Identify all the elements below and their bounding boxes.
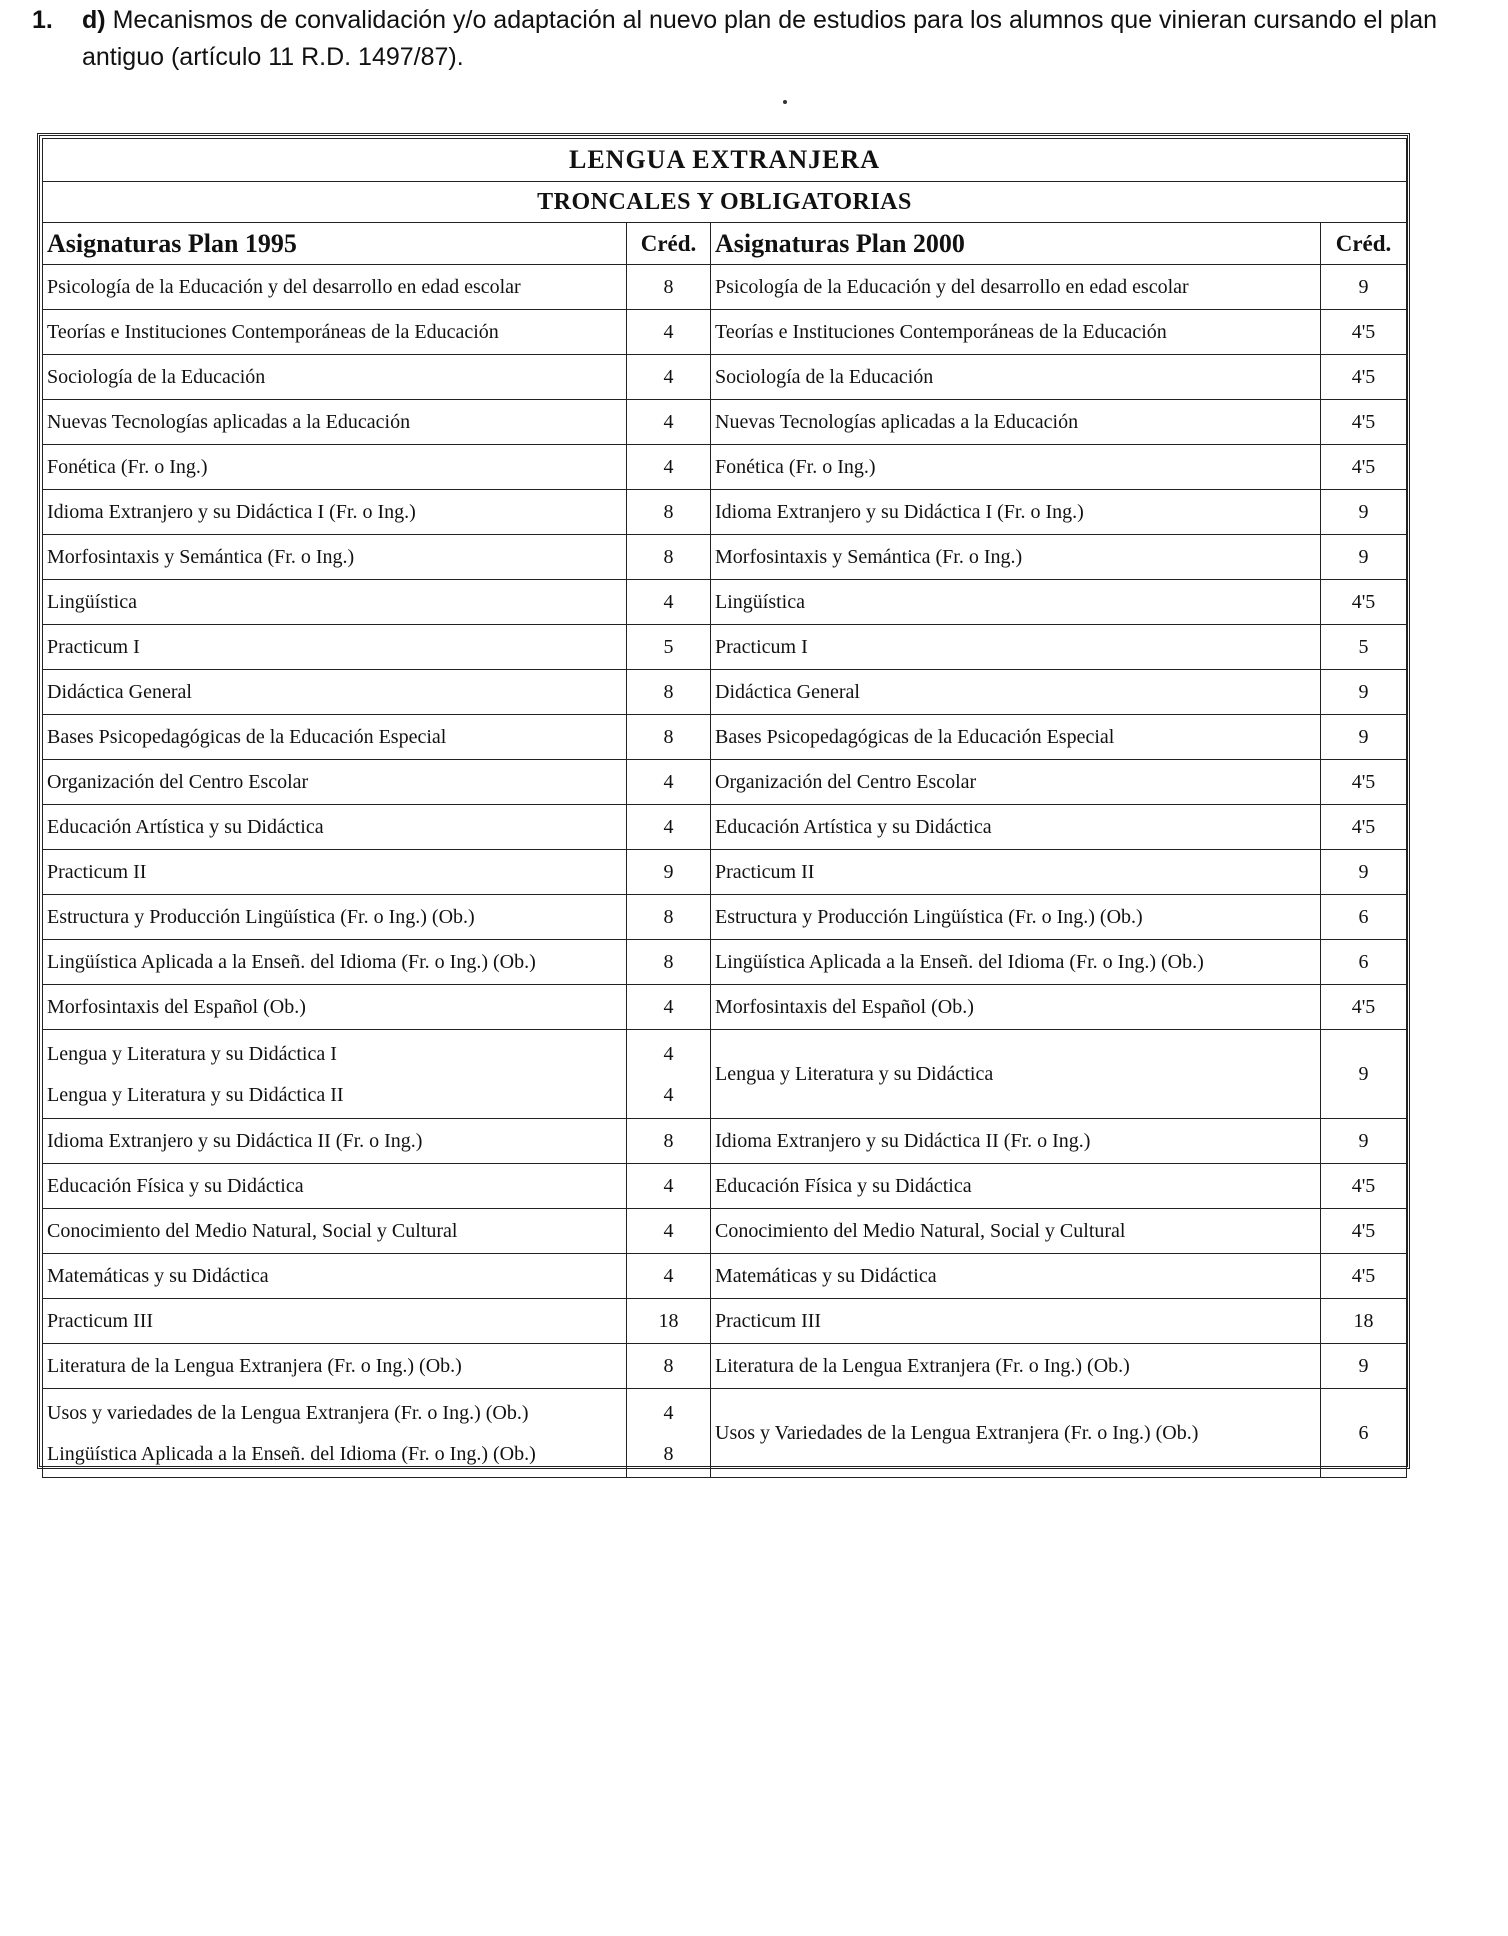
convalidation-table: [42, 138, 1407, 1478]
new-subject-cell: [711, 625, 1321, 670]
section-label: d): [82, 6, 106, 34]
new-credits: 6: [1358, 951, 1369, 973]
table-title: LENGUA EXTRANJERA: [43, 139, 1407, 182]
old-credits: 4: [663, 1083, 674, 1106]
old-subject-cell: [43, 265, 627, 310]
old-credits-cell: [627, 1119, 711, 1164]
old-subject: Practicum I: [47, 636, 140, 658]
old-subject: Psicología de la Educación y del desarrollo en edad escolar: [47, 276, 521, 298]
new-credits-cell: [1321, 1254, 1407, 1299]
old-subject-cell: [43, 1299, 627, 1344]
table-row: [43, 805, 1407, 850]
old-credits: 4: [663, 1220, 674, 1242]
old-credits: 4: [663, 771, 674, 793]
new-subject: Estructura y Producción Lingüística (Fr. o Ing.) (Ob.): [715, 906, 1143, 928]
new-subject-cell: [711, 490, 1321, 535]
old-subject-cell: [43, 1389, 627, 1478]
new-credits: 18: [1353, 1310, 1374, 1332]
old-subject-cell: [43, 760, 627, 805]
new-subject-cell: [711, 580, 1321, 625]
new-credits-cell: [1321, 400, 1407, 445]
new-subject-cell: [711, 1299, 1321, 1344]
old-credits-cell: [627, 580, 711, 625]
old-credits-cell: [627, 490, 711, 535]
table-row: [43, 310, 1407, 355]
new-subject-cell: [711, 265, 1321, 310]
table-row: [43, 1389, 1407, 1478]
table-row: [43, 535, 1407, 580]
new-subject-cell: [711, 985, 1321, 1030]
new-credits: 4'5: [1351, 411, 1376, 433]
new-credits: 9: [1358, 681, 1369, 703]
new-credits-cell: [1321, 490, 1407, 535]
table-row: [43, 355, 1407, 400]
old-subject: Bases Psicopedagógicas de la Educación Especial: [47, 726, 447, 748]
new-subject-cell: [711, 805, 1321, 850]
table-row: [43, 1119, 1407, 1164]
new-subject: Fonética (Fr. o Ing.): [715, 456, 876, 478]
section-body: Mecanismos de convalidación y/o adaptación al nuevo plan de estudios para los alumnos que vinieran cursando el plan antiguo (artículo 11 R.D. 1497/87).: [82, 6, 1438, 71]
new-subject-cell: [711, 850, 1321, 895]
table-row: [43, 985, 1407, 1030]
old-credits-cell: [627, 1299, 711, 1344]
table-row: [43, 265, 1407, 310]
new-subject: Morfosintaxis y Semántica (Fr. o Ing.): [715, 546, 1023, 568]
table-row: [43, 1254, 1407, 1299]
old-credits: 8: [663, 726, 674, 748]
new-subject: Morfosintaxis del Español (Ob.): [715, 996, 974, 1018]
table-row: [43, 670, 1407, 715]
new-credits-cell: [1321, 895, 1407, 940]
new-credits: 4'5: [1351, 996, 1376, 1018]
new-subject: Psicología de la Educación y del desarrollo en edad escolar: [715, 276, 1189, 298]
old-subject-cell: [43, 850, 627, 895]
old-subject: Morfosintaxis y Semántica (Fr. o Ing.): [47, 546, 355, 568]
table-row: [43, 1344, 1407, 1389]
new-credits: 4'5: [1351, 816, 1376, 838]
new-credits: 9: [1358, 501, 1369, 523]
header-new-credits: Créd.: [1321, 223, 1407, 265]
new-subject: Literatura de la Lengua Extranjera (Fr. o Ing.) (Ob.): [715, 1355, 1130, 1377]
new-subject-cell: [711, 895, 1321, 940]
new-credits-cell: [1321, 1389, 1407, 1478]
table-row: [43, 760, 1407, 805]
new-credits-cell: [1321, 1209, 1407, 1254]
new-subject-cell: [711, 1389, 1321, 1478]
new-credits-cell: [1321, 670, 1407, 715]
old-subject-cell: [43, 1254, 627, 1299]
new-credits: 4'5: [1351, 321, 1376, 343]
new-credits-cell: [1321, 715, 1407, 760]
old-subject: Literatura de la Lengua Extranjera (Fr. o Ing.) (Ob.): [47, 1355, 462, 1377]
old-credits: 18: [658, 1310, 679, 1332]
old-subject: Lingüística: [47, 591, 137, 613]
new-subject: Matemáticas y su Didáctica: [715, 1265, 937, 1287]
old-subject: Lingüística Aplicada a la Enseñ. del Idioma (Fr. o Ing.) (Ob.): [47, 1442, 536, 1465]
new-subject: Practicum III: [715, 1310, 822, 1332]
old-credits-cell: [627, 535, 711, 580]
new-subject-cell: [711, 1119, 1321, 1164]
old-subject-cell: [43, 715, 627, 760]
new-subject: Practicum I: [715, 636, 808, 658]
new-credits: 6: [1358, 906, 1369, 928]
old-credits: 8: [663, 501, 674, 523]
old-credits-cell: [627, 1389, 711, 1478]
old-credits-cell: [627, 670, 711, 715]
old-credits-cell: [627, 1254, 711, 1299]
new-credits: 9: [1358, 276, 1369, 298]
old-credits-cell: [627, 445, 711, 490]
old-credits-cell: [627, 400, 711, 445]
new-subject: Usos y Variedades de la Lengua Extranjera (Fr. o Ing.) (Ob.): [715, 1422, 1199, 1444]
new-subject-cell: [711, 310, 1321, 355]
section-number: 1.: [32, 6, 53, 34]
old-subject-cell: [43, 535, 627, 580]
table-row: [43, 1299, 1407, 1344]
old-credits-cell: [627, 1164, 711, 1209]
old-subject: Didáctica General: [47, 681, 192, 703]
old-subject-cell: [43, 490, 627, 535]
old-subject: Conocimiento del Medio Natural, Social y Cultural: [47, 1220, 458, 1242]
old-credits: 4: [663, 816, 674, 838]
old-subject: Practicum II: [47, 861, 147, 883]
new-subject-cell: [711, 355, 1321, 400]
new-subject-cell: [711, 670, 1321, 715]
new-credits: 9: [1358, 1063, 1369, 1085]
old-subject-cell: [43, 1209, 627, 1254]
old-credits-cell: [627, 805, 711, 850]
new-credits-cell: [1321, 1030, 1407, 1119]
table-row: [43, 400, 1407, 445]
old-credits: 8: [663, 1130, 674, 1152]
section-heading: [32, 2, 1482, 76]
new-subject-cell: [711, 1030, 1321, 1119]
new-subject: Lingüística Aplicada a la Enseñ. del Idioma (Fr. o Ing.) (Ob.): [715, 951, 1204, 973]
old-credits: 9: [663, 861, 674, 883]
scan-speck: [783, 100, 787, 104]
old-subject-cell: [43, 1119, 627, 1164]
new-credits-cell: [1321, 265, 1407, 310]
table-row: [43, 715, 1407, 760]
new-credits: 5: [1358, 636, 1369, 658]
new-credits-cell: [1321, 580, 1407, 625]
old-credits-cell: [627, 1030, 711, 1119]
table-subtitle: TRONCALES Y OBLIGATORIAS: [43, 182, 1407, 223]
table-row: [43, 1209, 1407, 1254]
old-credits-cell: [627, 895, 711, 940]
old-credits-cell: [627, 310, 711, 355]
old-subject: Matemáticas y su Didáctica: [47, 1265, 269, 1287]
old-subject: Lengua y Literatura y su Didáctica I: [47, 1042, 337, 1065]
new-subject-cell: [711, 1209, 1321, 1254]
new-credits: 9: [1358, 1130, 1369, 1152]
old-credits: 4: [663, 366, 674, 388]
new-subject-cell: [711, 1164, 1321, 1209]
new-subject: Lengua y Literatura y su Didáctica: [715, 1063, 994, 1085]
new-subject: Idioma Extranjero y su Didáctica I (Fr. o Ing.): [715, 501, 1084, 523]
new-subject: Educación Física y su Didáctica: [715, 1175, 972, 1197]
new-subject-cell: [711, 760, 1321, 805]
old-subject-cell: [43, 355, 627, 400]
header-old-plan: Asignaturas Plan 1995: [43, 223, 627, 265]
old-credits-cell: [627, 760, 711, 805]
old-credits: 4: [663, 996, 674, 1018]
new-credits: 4'5: [1351, 591, 1376, 613]
old-subject-cell: [43, 805, 627, 850]
old-subject: Nuevas Tecnologías aplicadas a la Educación: [47, 411, 411, 433]
new-subject: Sociología de la Educación: [715, 366, 934, 388]
new-subject: Bases Psicopedagógicas de la Educación Especial: [715, 726, 1115, 748]
new-credits-cell: [1321, 355, 1407, 400]
old-subject-cell: [43, 445, 627, 490]
old-subject-cell: [43, 1164, 627, 1209]
old-subject-cell: [43, 1030, 627, 1119]
table-row: [43, 895, 1407, 940]
new-credits-cell: [1321, 1164, 1407, 1209]
new-subject-cell: [711, 400, 1321, 445]
table-row: [43, 445, 1407, 490]
new-subject: Idioma Extranjero y su Didáctica II (Fr. o Ing.): [715, 1130, 1091, 1152]
table-body: [43, 265, 1407, 1478]
new-subject: Didáctica General: [715, 681, 860, 703]
new-subject: Practicum II: [715, 861, 815, 883]
old-subject: Estructura y Producción Lingüística (Fr. o Ing.) (Ob.): [47, 906, 475, 928]
section-text: [82, 2, 1482, 76]
old-subject-cell: [43, 670, 627, 715]
new-subject: Educación Artística y su Didáctica: [715, 816, 992, 838]
new-subject-cell: [711, 1344, 1321, 1389]
new-credits-cell: [1321, 445, 1407, 490]
old-credits: 5: [663, 636, 674, 658]
old-subject: Practicum III: [47, 1310, 154, 1332]
new-credits-cell: [1321, 940, 1407, 985]
new-credits-cell: [1321, 1344, 1407, 1389]
old-credits: 4: [663, 1175, 674, 1197]
old-credits: 4: [663, 321, 674, 343]
new-credits-cell: [1321, 1299, 1407, 1344]
old-subject: Teorías e Instituciones Contemporáneas de la Educación: [47, 321, 499, 343]
old-subject: Organización del Centro Escolar: [47, 771, 309, 793]
new-credits: 4'5: [1351, 771, 1376, 793]
old-credits: 8: [663, 1355, 674, 1377]
new-credits-cell: [1321, 625, 1407, 670]
old-subject: Idioma Extranjero y su Didáctica II (Fr. o Ing.): [47, 1130, 423, 1152]
new-credits-cell: [1321, 310, 1407, 355]
new-credits-cell: [1321, 805, 1407, 850]
new-credits-cell: [1321, 760, 1407, 805]
new-credits: 9: [1358, 861, 1369, 883]
new-subject: Nuevas Tecnologías aplicadas a la Educación: [715, 411, 1079, 433]
old-credits-cell: [627, 940, 711, 985]
new-subject-cell: [711, 1254, 1321, 1299]
table-row: [43, 1030, 1407, 1119]
old-subject: Idioma Extranjero y su Didáctica I (Fr. o Ing.): [47, 501, 416, 523]
old-credits: 8: [663, 951, 674, 973]
old-credits: 4: [663, 591, 674, 613]
old-subject-cell: [43, 895, 627, 940]
header-old-credits: Créd.: [627, 223, 711, 265]
old-credits-cell: [627, 715, 711, 760]
old-credits: 8: [663, 681, 674, 703]
old-credits: 8: [663, 906, 674, 928]
new-credits: 4'5: [1351, 1265, 1376, 1287]
old-subject: Lengua y Literatura y su Didáctica II: [47, 1083, 344, 1106]
table-row: [43, 1164, 1407, 1209]
new-credits: 6: [1358, 1422, 1369, 1444]
old-credits: 4: [663, 1401, 674, 1424]
old-subject: Sociología de la Educación: [47, 366, 266, 388]
table-row: [43, 625, 1407, 670]
old-subject-cell: [43, 940, 627, 985]
new-subject: Conocimiento del Medio Natural, Social y Cultural: [715, 1220, 1126, 1242]
old-credits-cell: [627, 625, 711, 670]
new-credits: 9: [1358, 726, 1369, 748]
old-credits-cell: [627, 1209, 711, 1254]
old-credits: 4: [663, 1265, 674, 1287]
new-credits-cell: [1321, 985, 1407, 1030]
new-credits: 4'5: [1351, 366, 1376, 388]
old-credits: 8: [663, 1442, 674, 1465]
new-credits: 4'5: [1351, 1220, 1376, 1242]
new-credits-cell: [1321, 850, 1407, 895]
new-credits: 9: [1358, 546, 1369, 568]
new-subject: Lingüística: [715, 591, 805, 613]
table-row: [43, 940, 1407, 985]
old-credits: 8: [663, 546, 674, 568]
old-subject-cell: [43, 310, 627, 355]
new-subject: Teorías e Instituciones Contemporáneas de la Educación: [715, 321, 1167, 343]
old-subject: Morfosintaxis del Español (Ob.): [47, 996, 306, 1018]
new-subject-cell: [711, 940, 1321, 985]
old-credits: 8: [663, 276, 674, 298]
new-subject-cell: [711, 535, 1321, 580]
old-subject: Educación Física y su Didáctica: [47, 1175, 304, 1197]
new-credits: 9: [1358, 1355, 1369, 1377]
old-subject: Usos y variedades de la Lengua Extranjera (Fr. o Ing.) (Ob.): [47, 1401, 529, 1424]
old-credits-cell: [627, 985, 711, 1030]
old-subject-cell: [43, 400, 627, 445]
old-credits-cell: [627, 265, 711, 310]
old-subject-cell: [43, 625, 627, 670]
new-credits: 4'5: [1351, 1175, 1376, 1197]
old-credits: 4: [663, 456, 674, 478]
table-row: [43, 850, 1407, 895]
old-subject: Lingüística Aplicada a la Enseñ. del Idioma (Fr. o Ing.) (Ob.): [47, 951, 536, 973]
new-subject-cell: [711, 445, 1321, 490]
old-subject-cell: [43, 580, 627, 625]
old-subject-cell: [43, 985, 627, 1030]
old-subject: Educación Artística y su Didáctica: [47, 816, 324, 838]
table-row: [43, 490, 1407, 535]
old-subject: Fonética (Fr. o Ing.): [47, 456, 208, 478]
old-credits-cell: [627, 1344, 711, 1389]
new-credits: 4'5: [1351, 456, 1376, 478]
header-new-plan: Asignaturas Plan 2000: [711, 223, 1321, 265]
new-credits-cell: [1321, 1119, 1407, 1164]
new-subject-cell: [711, 715, 1321, 760]
new-subject: Organización del Centro Escolar: [715, 771, 977, 793]
old-credits-cell: [627, 355, 711, 400]
new-credits-cell: [1321, 535, 1407, 580]
old-credits-cell: [627, 850, 711, 895]
old-credits: 4: [663, 1042, 674, 1065]
table-row: [43, 580, 1407, 625]
old-credits: 4: [663, 411, 674, 433]
old-subject-cell: [43, 1344, 627, 1389]
